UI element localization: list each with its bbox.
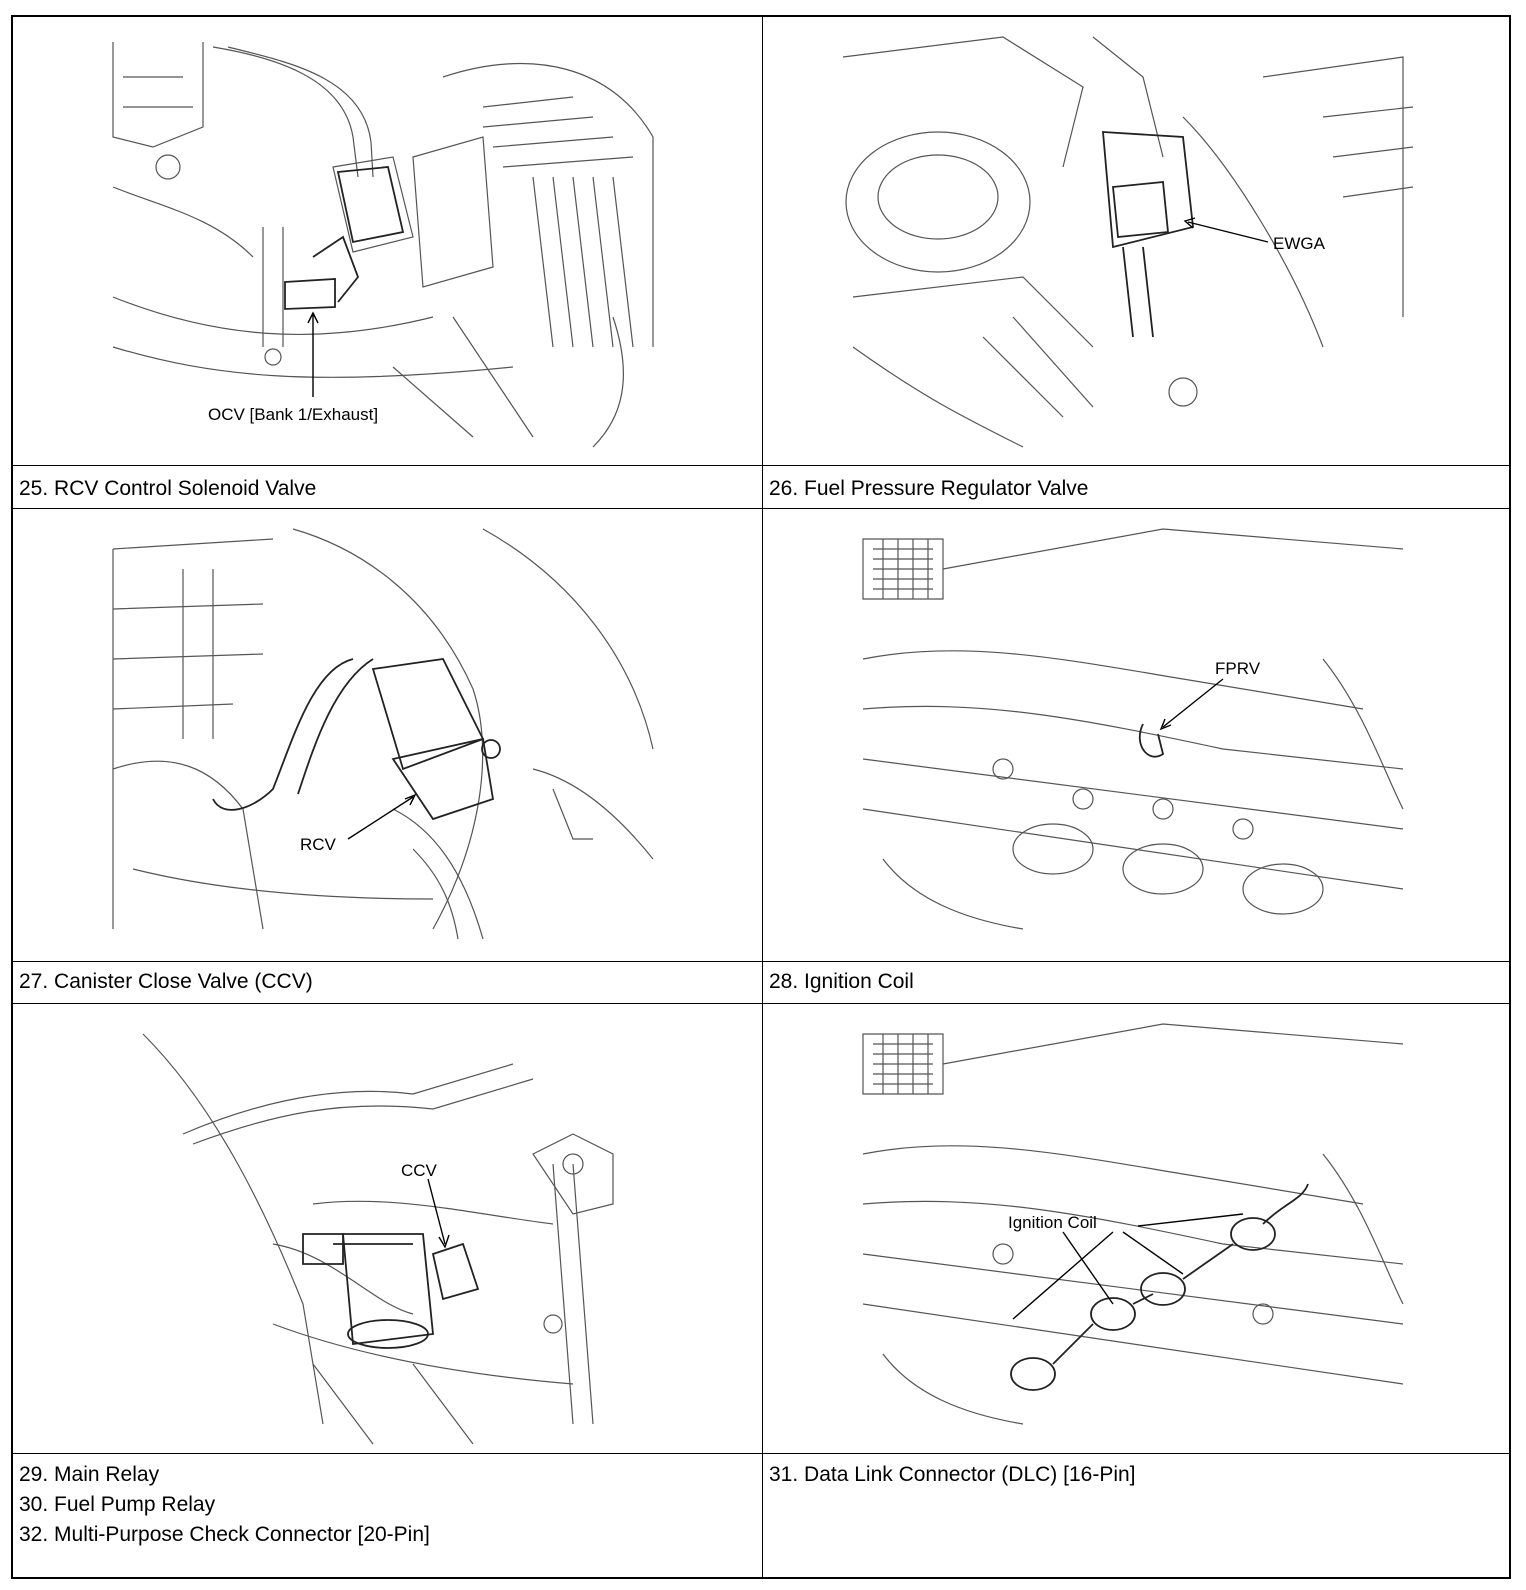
caption-29-30-32 [13, 1460, 761, 1550]
figure-ignition-coil [763, 1004, 1511, 1452]
caption-line: 32. Multi-Purpose Check Connector [20-Pin] [19, 1523, 430, 1546]
caption-25 [13, 474, 761, 504]
caption-line: 29. Main Relay [19, 1463, 160, 1486]
caption-line: 31. Data Link Connector (DLC) [16-Pin] [769, 1463, 1136, 1486]
caption-line: 25. RCV Control Solenoid Valve [19, 477, 317, 500]
caption-line: 26. Fuel Pressure Regulator Valve [769, 477, 1089, 500]
figure-rcv [13, 509, 761, 960]
row-divider [13, 465, 1509, 466]
figure-ocv [13, 17, 761, 464]
figure-ewga [763, 17, 1511, 464]
ocv-callout: OCV [Bank 1/Exhaust] [208, 405, 379, 424]
ocv-engine-illustration [13, 17, 761, 464]
ignition-coil-callout: Ignition Coil [1008, 1213, 1097, 1232]
ccv-engine-illustration [13, 1004, 761, 1452]
ignition-coil-engine-illustration [763, 1004, 1511, 1452]
caption-26 [763, 474, 1511, 504]
rcv-callout: RCV [300, 835, 336, 854]
ewga-engine-illustration [763, 17, 1511, 464]
row-divider [13, 1453, 1509, 1454]
caption-line: 28. Ignition Coil [769, 970, 914, 993]
component-location-table [11, 15, 1511, 1579]
caption-line: 27. Canister Close Valve (CCV) [19, 970, 313, 993]
ewga-callout: EWGA [1273, 234, 1325, 253]
rcv-engine-illustration [13, 509, 761, 960]
figure-fprv [763, 509, 1511, 960]
row-divider [13, 961, 1509, 962]
fprv-engine-illustration [763, 509, 1511, 960]
figure-ccv [13, 1004, 761, 1452]
caption-31 [763, 1460, 1511, 1490]
ccv-callout: CCV [401, 1161, 437, 1180]
fprv-callout: FPRV [1215, 659, 1261, 678]
caption-27 [13, 967, 761, 997]
caption-28 [763, 967, 1511, 997]
caption-line: 30. Fuel Pump Relay [19, 1493, 216, 1516]
